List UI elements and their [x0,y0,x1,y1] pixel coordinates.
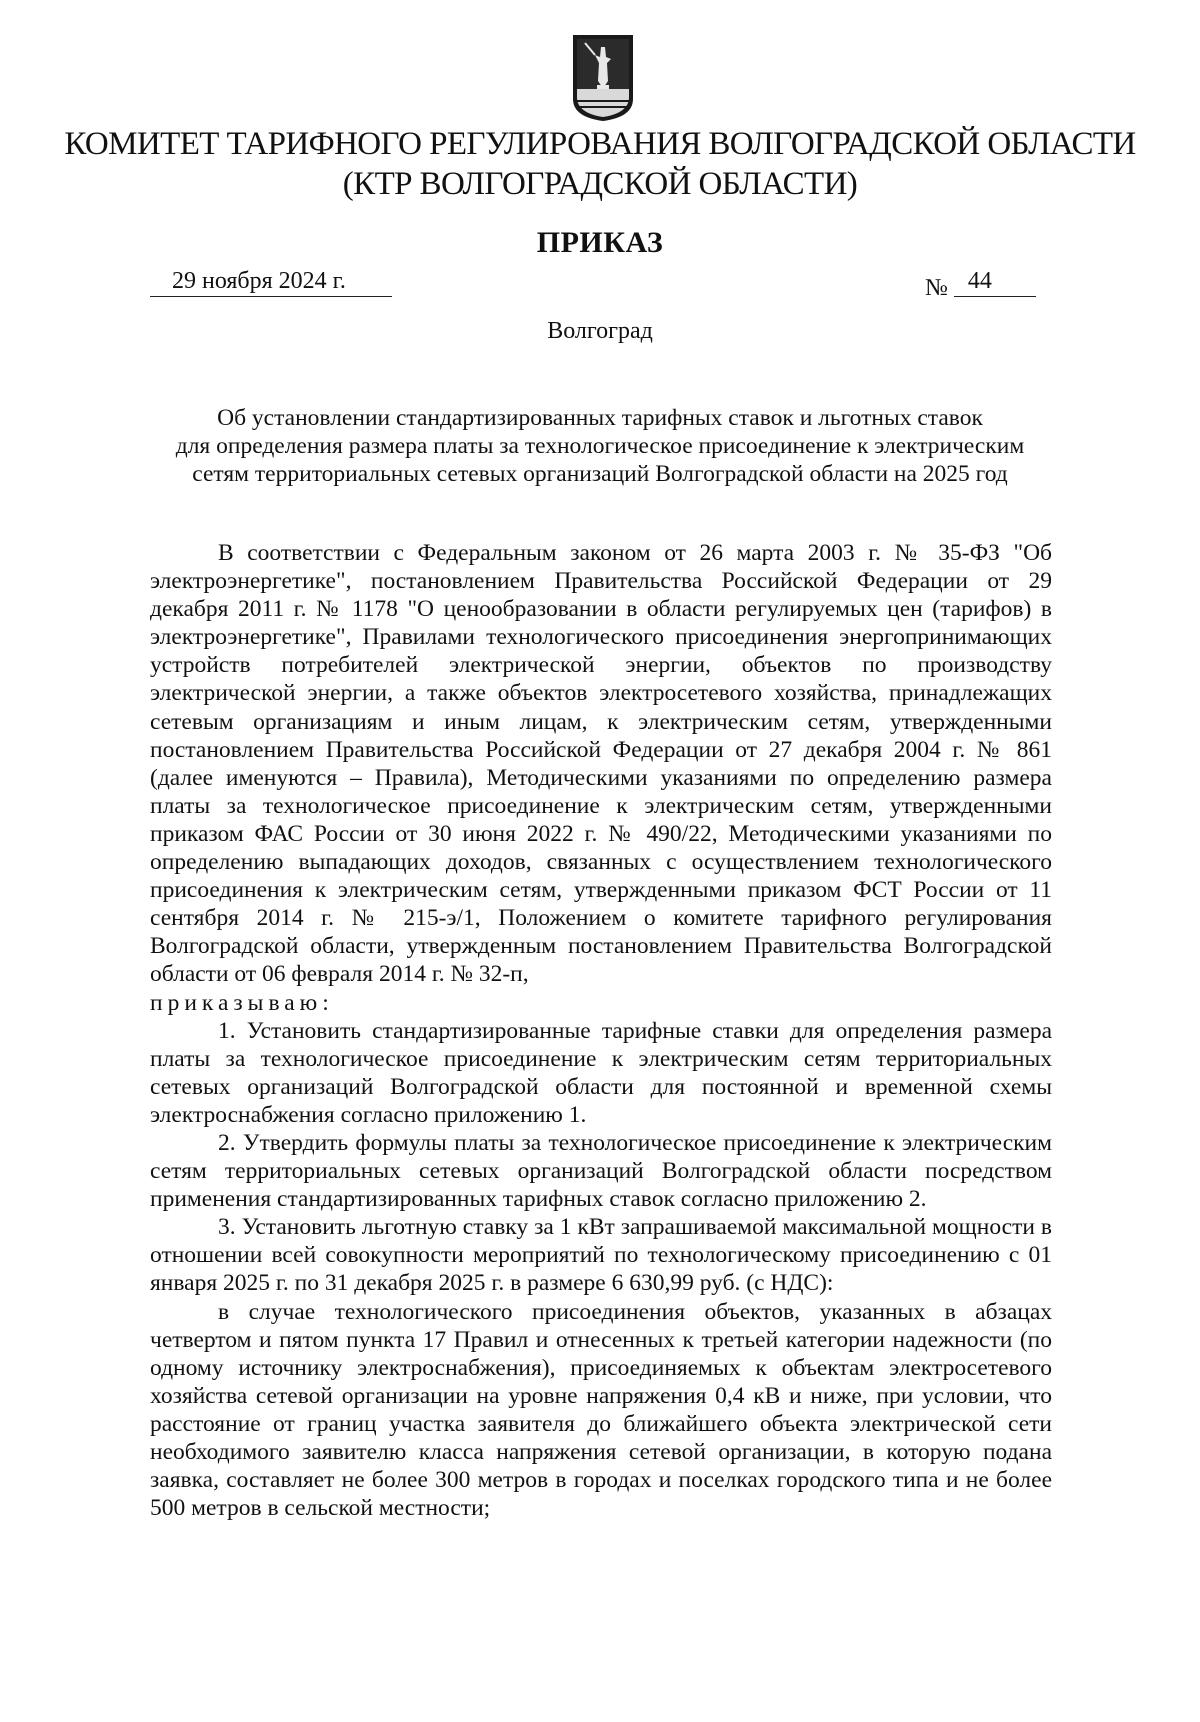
preamble-paragraph: В соответствии с Федеральным законом от 26 марта 2003 г. № 35-ФЗ "Об электроэнергетике", постановлением Правительства Российской Федерации от 29 декабря 2011 г. № 1178 "О ценообразовании в области регулируемых цен (тарифов) в электроэнергетике", Правилами технологического присоединения энергопринимающих устройств потребителей электрической энергии, объектов по производству электрической энергии, а также объектов электросетевого хозяйства, принадлежащих сетевым организациям и иным лицам, к электрическим сетям, утвержденными постановлением Правительства Российской Федерации от 27 декабря 2004 г. № 861 (далее именуются – Правила), Методическими указаниями по определению размера платы за технологическое присоединение к электрическим сетям, утвержденными приказом ФАС России от 30 июня 2022 г. № 490/22, Методическими указаниями по определению выпадающих доходов, связанных с осуществлением технологического присоединения к электрическим сетям, утвержденными приказом ФСТ России от 11 сентября 2014 г. № 215-э/1, Положением о комитете тарифного регулирования Волгоградской области, утвержденным постановлением Правительства Волгоградской области от 06 февраля 2014 г. № 32-п, [150,540,1052,988]
order-item-2: 2. Утвердить формулы платы за технологическое присоединение к электрическим сетям территориальных сетевых организаций Волгоградской области посредством применения стандартизированных тарифных ставок согласно приложению 2. [150,1129,1052,1213]
organization-header [60,124,1140,204]
document-body [150,539,1052,1522]
order-item-3-case: в случае технологического присоединения объектов, указанных в абзацах четвертом и пятом пункта 17 Правил и отнесенных к третьей категории надежности (по одному источнику электроснабжения), присоединяемых к объектам электросетевого хозяйства сетевой организации на уровне напряжения 0,4 кВ и ниже, при условии, что расстояние от границ участка заявителя до ближайшего объекта электрической сети необходимого заявителю класса напряжения сетевой организации, в которую подана заявка, составляет не более 300 метров в городах и поселках городского типа и не более 500 метров в сельской местности; [150,1298,1052,1522]
document-number-block [925,268,1036,303]
order-item-1: 1. Установить стандартизированные тарифные ставки для определения размера платы за технологическое присоединение к электрическим сетям территориальных сетевых организаций Волгоградской области для постоянной и временной схемы электроснабжения согласно приложению 1. [150,1017,1052,1128]
document-type: ПРИКАЗ [536,226,664,259]
document-city: Волгоград [547,318,653,344]
subject-line: сетям территориальных сетевых организаций Волгоградской области на 2025 год [192,461,1008,487]
order-item-3: 3. Установить льготную ставку за 1 кВт запрашиваемой максимальной мощности в отношении всей совокупности мероприятий по технологическому присоединению с 01 января 2025 г. по 31 декабря 2025 г. в размере 6 630,99 руб. (с НДС): [150,1214,1052,1297]
order-word: приказываю: [150,989,334,1016]
document-subject [150,404,1050,488]
organization-short-name: (КТР ВОЛГОГРАДСКОЙ ОБЛАСТИ) [342,166,858,202]
subject-line: для определения размера платы за технологическое присоединение к электрическим [175,433,1025,459]
document-date: 29 ноября 2024 г. [150,266,392,297]
volgograd-coat-of-arms-icon [571,33,635,123]
document-number: 44 [954,266,1036,297]
subject-line: Об установлении стандартизированных тарифных ставок и льготных ставок [217,405,983,431]
number-label: № [925,275,948,301]
organization-name: КОМИТЕТ ТАРИФНОГО РЕГУЛИРОВАНИЯ ВОЛГОГРАДСКОЙ ОБЛАСТИ [64,126,1136,162]
